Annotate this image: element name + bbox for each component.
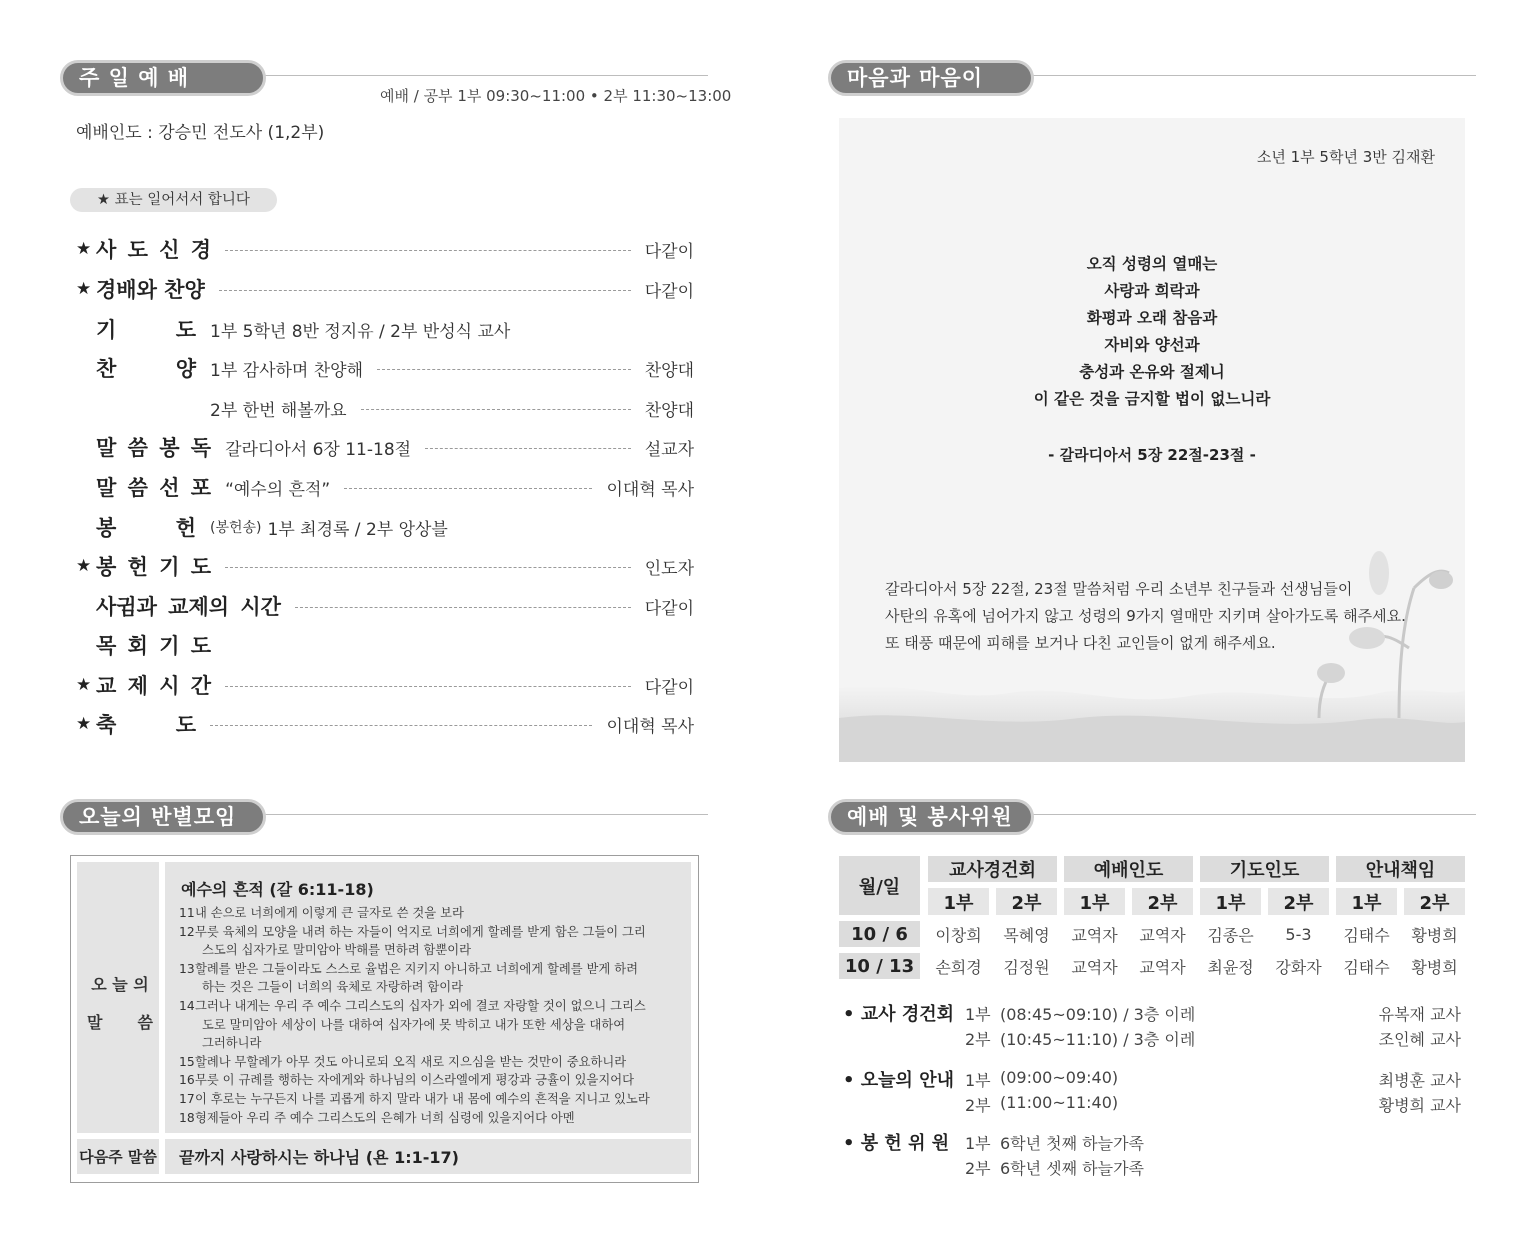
verse-text: 무릇 육체의 모양을 내려 하는 자들이 억지로 너희에게 할례를 받게 함은 그들이 그리 <box>195 924 646 939</box>
info-text: (08:45~09:10) / 3층 이레 <box>1000 1005 1196 1024</box>
star-icon: ★ <box>76 239 92 259</box>
order-person: 다같이 <box>644 281 694 302</box>
order-row <box>76 273 694 305</box>
duty-cell: 김종은 <box>1207 925 1254 945</box>
group-header: 예배인도 <box>1064 856 1193 882</box>
order-detail: 1부 최경록 / 2부 앙상블 <box>267 519 448 540</box>
info-label: • 봉 헌 위 원 <box>843 1133 950 1154</box>
order-detail-small: (봉헌송) <box>210 520 262 536</box>
verse-number: 15 <box>179 1054 195 1069</box>
verse-text: 할례를 받은 그들이라도 스스로 율법은 지키지 아니하고 너희에게 할례를 받게 하려 <box>195 961 638 976</box>
heart-panel <box>839 118 1465 762</box>
order-row <box>76 550 694 582</box>
order-label: 축 도 <box>96 713 196 737</box>
next-text-cell <box>165 1139 691 1174</box>
date-header: 월/일 <box>839 856 920 915</box>
verse-text: 그러하니라 <box>202 1036 262 1051</box>
part-header: 1부 <box>1200 888 1261 915</box>
prayer-line: 또 태풍 때문에 피해를 보거나 다친 교인들이 없게 해주세요. <box>885 634 1276 652</box>
info-text: 6학년 첫째 하늘가족 <box>1000 1134 1144 1153</box>
star-icon: ★ <box>76 279 92 299</box>
standing-note-text: ★ 표는 일어서서 합니다 <box>97 192 250 208</box>
group-header: 기도인도 <box>1200 856 1329 882</box>
order-detail: 1부 감사하며 찬양해 <box>210 360 363 381</box>
order-person: 다같이 <box>644 677 694 698</box>
order-person: 찬양대 <box>644 360 694 381</box>
heart-section-title: 마음과 마음이 <box>828 60 1034 96</box>
info-label: • 오늘의 안내 <box>843 1070 954 1091</box>
worship-schedule: 예배 / 공부 1부 09:30~11:00 • 2부 11:30~13:00 <box>380 87 732 105</box>
verse-line <box>179 1090 650 1109</box>
duty-cell: 김태수 <box>1343 957 1390 977</box>
prayer-line: 사탄의 유혹에 넘어가지 않고 성령의 9가지 열매만 지키며 살아가도록 해주세요. <box>885 607 1406 625</box>
info-teacher: 황병희 교사 <box>1378 1096 1461 1115</box>
dotted-leader <box>219 290 631 291</box>
next-label-cell <box>77 1139 159 1174</box>
verse-line <box>179 1071 650 1090</box>
order-row <box>76 431 694 463</box>
order-label: 봉 헌 <box>96 516 196 540</box>
order-person: 다같이 <box>644 241 694 262</box>
dotted-leader <box>425 448 631 449</box>
word-label-2: 말 씀 <box>87 1010 153 1033</box>
verse-line <box>179 941 650 960</box>
verse-line: 오직 성령의 열매는 <box>1086 255 1218 273</box>
order-detail: 갈라디아서 6장 11-18절 <box>225 439 412 460</box>
prayer-line: 갈라디아서 5장 22절, 23절 말씀처럼 우리 소년부 친구들과 선생님들이 <box>885 580 1353 598</box>
duty-cell: 황병희 <box>1411 925 1458 945</box>
date-cell: 10 / 13 <box>839 953 920 979</box>
order-row <box>76 511 694 543</box>
part-header: 1부 <box>1336 888 1397 915</box>
order-person: 다같이 <box>644 598 694 619</box>
info-teacher: 유복재 교사 <box>1378 1005 1461 1024</box>
verse-number: 17 <box>179 1091 195 1106</box>
duty-cell: 강화자 <box>1275 957 1322 977</box>
worship-section-title: 주 일 예 배 <box>60 60 266 96</box>
duty-cell: 김태수 <box>1343 925 1390 945</box>
prayer-text <box>885 576 1406 657</box>
order-label: 말 씀 봉 독 <box>96 436 212 460</box>
info-part: 2부 <box>965 1096 991 1115</box>
part-header: 2부 <box>996 888 1057 915</box>
info-part: 1부 <box>965 1134 991 1153</box>
order-row <box>76 629 694 661</box>
passage-title: 예수의 흔적 (갈 6:11-18) <box>181 880 374 899</box>
part-header: 2부 <box>1404 888 1465 915</box>
part-header: 2부 <box>1268 888 1329 915</box>
order-row <box>76 669 694 701</box>
star-icon: ★ <box>76 714 92 734</box>
order-person: 인도자 <box>644 558 694 579</box>
worship-leader: 예배인도 : 강승민 전도사 (1,2부) <box>76 123 325 143</box>
part-header: 1부 <box>1064 888 1125 915</box>
order-label: 기 도 <box>96 318 196 342</box>
heart-header-line <box>1018 75 1476 76</box>
next-week-label: 다음주 말씀 <box>79 1148 157 1166</box>
heart-author: 소년 1부 5학년 3반 김재환 <box>1256 148 1435 166</box>
verse-line <box>179 1034 650 1053</box>
verse-line: 자비와 양선과 <box>1104 336 1200 354</box>
verse-line: 화평과 오래 참음과 <box>1086 309 1218 327</box>
order-person: 이대혁 목사 <box>606 479 694 500</box>
verse-line <box>179 923 650 942</box>
info-teacher: 조인혜 교사 <box>1378 1030 1461 1049</box>
landscape-illustration <box>839 118 1465 762</box>
verse-number: 16 <box>179 1073 195 1088</box>
order-label: 사 도 신 경 <box>96 238 212 262</box>
duty-cell: 5-3 <box>1285 924 1312 944</box>
order-row <box>76 233 694 265</box>
verse-line <box>179 904 650 923</box>
duty-cell: 김정원 <box>1003 957 1050 977</box>
order-row <box>76 471 694 503</box>
order-label: 말 씀 선 포 <box>96 476 212 500</box>
class-section-title: 오늘의 반별모임 <box>60 799 266 835</box>
duty-cell: 교역자 <box>1139 957 1186 977</box>
dotted-leader <box>210 725 592 726</box>
verse-line <box>179 1016 650 1035</box>
verse-number: 13 <box>179 961 195 976</box>
dotted-leader <box>295 607 631 608</box>
verse-line <box>179 1109 650 1128</box>
bible-verse <box>839 251 1465 413</box>
order-row <box>76 708 694 740</box>
order-person: 설교자 <box>644 439 694 460</box>
verse-number: 11 <box>179 906 195 920</box>
verse-text: 그러나 내게는 우리 주 예수 그리스도의 십자가 외에 결코 자랑할 것이 없으니 그리스 <box>195 998 646 1013</box>
order-label: 교 제 시 간 <box>96 674 212 698</box>
order-detail: 1부 5학년 8반 정지유 / 2부 반성식 교사 <box>210 321 511 342</box>
duty-cell: 목혜영 <box>1003 925 1050 945</box>
order-row <box>76 352 694 384</box>
worship-header-line <box>250 75 708 76</box>
verse-line <box>179 978 650 997</box>
scripture-box <box>70 855 699 1183</box>
info-text: (10:45~11:10) / 3층 이레 <box>1000 1030 1196 1049</box>
duty-cell: 황병희 <box>1411 957 1458 977</box>
group-header: 교사경건회 <box>928 856 1057 882</box>
verse-text: 도로 말미암아 세상이 나를 대하여 십자가에 못 박히고 내가 또한 세상을 대하여 <box>202 1017 626 1032</box>
verse-line: 사랑과 희락과 <box>1104 282 1200 300</box>
order-label: 찬 양 <box>96 357 196 381</box>
dotted-leader <box>361 409 631 410</box>
part-header: 1부 <box>928 888 989 915</box>
order-label: 사귐과 교제의 시간 <box>96 595 281 619</box>
standing-note <box>70 188 277 212</box>
duty-cell: 이창희 <box>935 925 982 945</box>
order-detail: 2부 한번 해볼까요 <box>210 400 347 421</box>
star-icon: ★ <box>76 556 92 576</box>
order-person: 찬양대 <box>644 400 694 421</box>
duty-cell: 교역자 <box>1139 925 1186 945</box>
verse-line: 이 같은 것을 금지할 법이 없느니라 <box>1033 390 1271 408</box>
verse-text: 할례나 무할례가 아무 것도 아니로되 오직 새로 지으심을 받는 것만이 중요하니라 <box>195 1054 627 1069</box>
order-person: 이대혁 목사 <box>606 716 694 737</box>
verse-line <box>179 997 650 1016</box>
info-text: 6학년 셋째 하늘가족 <box>1000 1159 1144 1178</box>
order-row <box>76 313 694 345</box>
order-label: 경배와 찬양 <box>96 278 205 302</box>
info-text: (09:00~09:40) <box>1000 1068 1119 1087</box>
date-cell: 10 / 6 <box>839 921 920 947</box>
verse-list <box>179 904 650 1127</box>
star-icon: ★ <box>76 675 92 695</box>
class-header-line <box>250 814 708 815</box>
info-label: • 교사 경건회 <box>843 1004 954 1025</box>
verse-text: 스도의 십자가로 말미암아 박해를 면하려 함뿐이라 <box>202 943 471 958</box>
part-header: 2부 <box>1132 888 1193 915</box>
duty-cell: 최윤정 <box>1207 957 1254 977</box>
verse-text: 이 후로는 누구든지 나를 괴롭게 하지 말라 내가 내 몸에 예수의 흔적을 지니고 있노라 <box>195 1091 650 1106</box>
committee-header-line <box>1018 814 1476 815</box>
order-label: 목 회 기 도 <box>96 634 212 658</box>
verse-line <box>179 960 650 979</box>
verse-text: 무릇 이 규례를 행하는 자에게와 하나님의 이스라엘에게 평강과 긍휼이 있을지어다 <box>195 1073 635 1088</box>
passage-cell <box>165 862 691 1133</box>
order-detail: “예수의 흔적” <box>225 479 331 500</box>
verse-number: 18 <box>179 1110 195 1125</box>
duty-cell: 교역자 <box>1071 957 1118 977</box>
info-part: 2부 <box>965 1030 991 1049</box>
dotted-leader <box>225 567 631 568</box>
info-part: 1부 <box>965 1005 991 1024</box>
word-label-cell <box>77 862 159 1133</box>
verse-line <box>179 1053 650 1072</box>
order-row <box>76 392 694 424</box>
duty-cell: 교역자 <box>1071 925 1118 945</box>
word-label-2-text: 말 <box>87 1013 103 1032</box>
group-header: 안내책임 <box>1336 856 1465 882</box>
info-part: 1부 <box>965 1071 991 1090</box>
verse-reference: - 갈라디아서 5장 22절-23절 - <box>1048 446 1256 464</box>
dotted-leader <box>225 686 631 687</box>
order-label: 봉 헌 기 도 <box>96 555 212 579</box>
order-row <box>76 590 694 622</box>
info-teacher: 최병훈 교사 <box>1378 1071 1461 1090</box>
dotted-leader <box>225 250 631 251</box>
verse-text: 형제들아 우리 주 예수 그리스도의 은혜가 너희 심령에 있을지어다 아멘 <box>195 1110 575 1125</box>
info-part: 2부 <box>965 1159 991 1178</box>
verse-text: 하는 것은 그들이 너희의 육체로 자랑하려 함이라 <box>202 980 464 995</box>
verse-line: 충성과 온유와 절제니 <box>1079 363 1225 381</box>
dotted-leader <box>377 369 631 370</box>
info-text: (11:00~11:40) <box>1000 1093 1119 1112</box>
verse-text: 내 손으로 너희에게 이렇게 큰 글자로 쓴 것을 보라 <box>195 906 464 920</box>
dotted-leader <box>344 488 592 489</box>
duty-cell: 손희경 <box>935 957 982 977</box>
verse-number: 14 <box>179 998 195 1013</box>
verse-number: 12 <box>179 924 195 939</box>
next-week-text: 끝까지 사랑하시는 하나님 (욘 1:1-17) <box>179 1148 459 1167</box>
word-label-1: 오 늘 의 <box>91 975 149 994</box>
committee-section-title: 예배 및 봉사위원 <box>828 799 1034 835</box>
